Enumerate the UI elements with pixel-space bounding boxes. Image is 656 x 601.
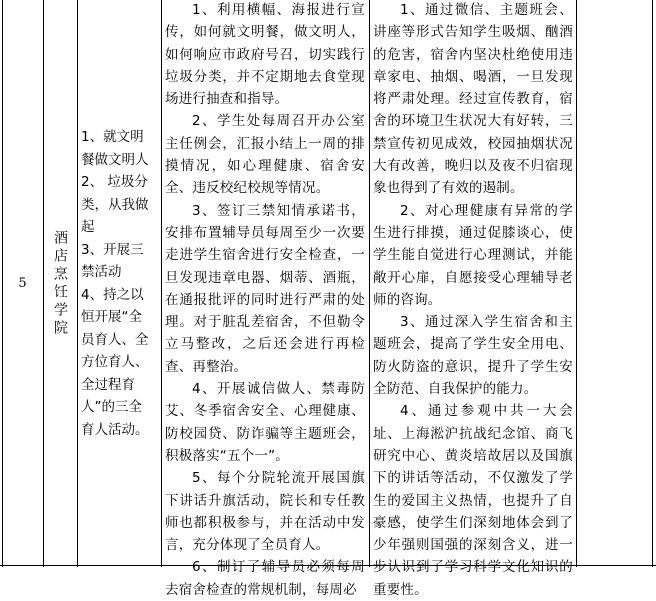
aims-cell <box>81 0 155 567</box>
measure-paragraph: 3、签订三禁知情承诺书，安排布置辅导员每周至少一次要走进学生宿舍进行安全检查，一旦发现违章电器、烟蒂、酒瓶，在通报批评的同时进行严肃的处理。对于脏乱差宿舍，不但勒令立马整改，之后还会进行再检查、再整治。 <box>165 202 365 375</box>
aim-item: 2、 垃圾分类，从我做起 <box>81 174 149 235</box>
aims-list <box>81 126 155 441</box>
row-number: 5 <box>18 276 27 291</box>
effects-list <box>373 0 573 601</box>
blank-cell <box>577 0 652 567</box>
row-number-cell <box>2 0 43 567</box>
effect-paragraph: 1、通过微信、主题班会、讲座等形式告知学生吸烟、酗酒的危害，宿舍内坚决杜绝使用违章家电、抽烟、喝酒，一旦发现将严肃处理。经过宣传教育，宿舍的环境卫生状况大有好转，三禁宣传初见成效，校园抽烟状况大有改善，晚归以及夜不归宿现象也得到了有效的遏制。 <box>373 2 573 197</box>
aim-item: 4、持之以恒开展“全员育人、全方位育人、全过程育人”的三全育人活动。 <box>81 286 149 438</box>
column-divider <box>369 0 370 567</box>
column-divider <box>161 0 162 567</box>
aim-item: 1、就文明餐做文明人 <box>81 129 149 168</box>
college-name: 酒店烹饪学院 <box>52 229 68 338</box>
effect-paragraph: 2、对心理健康有异常的学生进行排摸，通过促膝谈心，使学生能自觉进行心理测试，并能敞开心扉，自愿接受心理辅导老师的咨询。 <box>373 202 573 308</box>
effect-paragraph: 4、通过参观中共一大会址、上海淞沪抗战纪念馆、商飞研究中心、黄炎培故居以及国旗下的讲话等活动，不仅激发了学生的爱国主义热情，也提升了自豪感，使学生们深刻地体会到了少年强则国强的深刻含义，进一步认识到了学习科学文化知识的重要性。 <box>373 403 573 598</box>
measure-paragraph: 5、每个分院轮流开展国旗下讲话升旗活动，院长和专任教师也都积极参与，并在活动中发言，充分体现了全员育人。 <box>165 470 365 554</box>
measure-paragraph: 6、制订了辅导员必须每周去宿舍检查的常规机制，每周必 <box>165 559 365 598</box>
measures-cell <box>165 0 365 598</box>
aim-item: 3、开展三禁活动 <box>81 241 144 280</box>
measures-list <box>165 0 365 601</box>
effect-paragraph: 3、通过深入学生宿舍和主题班会，提高了学生安全用电、防火防盗的意识，提升了学生安全防范、自我保护的能力。 <box>373 314 573 398</box>
column-divider <box>77 0 78 567</box>
measure-paragraph: 1、利用横幅、海报进行宣传，如何就文明餐，做文明人，如何响应市政府号召，切实践行垃圾分类，并不定期地去食堂现场进行抽查和指导。 <box>165 2 365 108</box>
effects-cell <box>373 0 573 598</box>
college-cell <box>43 0 77 567</box>
table-border-right <box>652 0 653 567</box>
measure-paragraph: 4、开展诚信做人、禁毒防艾、冬季宿舍安全、心理健康、防校园贷、防诈骗等主题班会，积极落实“五个一”。 <box>165 381 365 464</box>
measure-paragraph: 2、学生处每周召开办公室主任例会，汇报小结上一周的排摸情况，如心理健康、宿舍安全、违反校纪校规等情况。 <box>165 113 365 197</box>
